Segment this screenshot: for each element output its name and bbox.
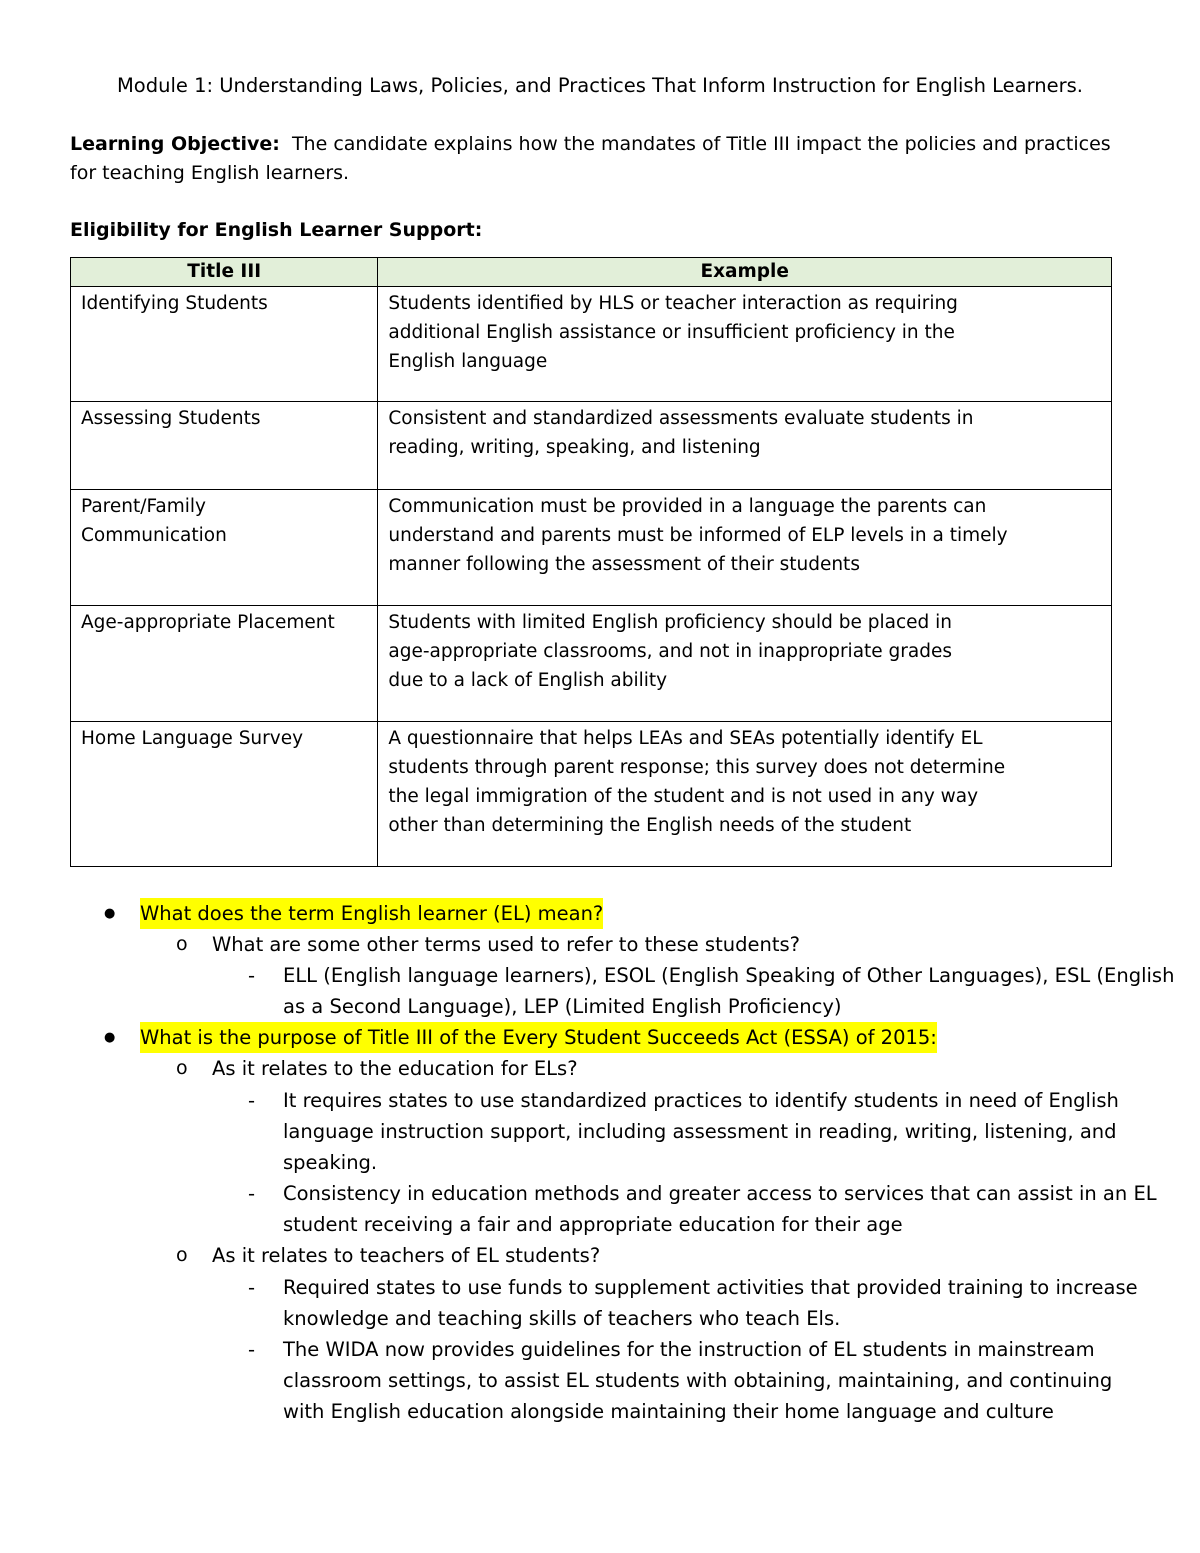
sub-bullet-marker: o: [176, 1057, 188, 1079]
table-cell-term: Identifying Students: [71, 287, 378, 402]
sub-question-teachers: As it relates to teachers of EL students?: [212, 1244, 601, 1267]
bullet-marker: ●: [104, 906, 116, 921]
answer-terms-line-2: as a Second Language), LEP (Limited English Proficiency): [283, 995, 842, 1018]
answer-wida-line-2: classroom settings, to assist EL students with obtaining, maintaining, and continuing: [283, 1369, 1113, 1392]
answer-wida-line-3: with English education alongside maintaining their home language and culture: [283, 1400, 1054, 1423]
table-row: [71, 722, 1112, 867]
answer-consistency-line-1: Consistency in education methods and greater access to services that can assist in an EL: [283, 1182, 1157, 1205]
eligibility-heading: Eligibility for English Learner Support:: [70, 219, 483, 241]
dash-marker: -: [248, 964, 256, 987]
sub-bullet-marker: o: [176, 933, 188, 955]
answer-consistency-line-2: student receiving a fair and appropriate education for their age: [283, 1213, 903, 1236]
table-header-title-iii: Title III: [71, 258, 378, 287]
sub-question-other-terms: What are some other terms used to refer to these students?: [212, 933, 800, 956]
table-cell-term: Assessing Students: [71, 402, 378, 490]
table-row: [71, 402, 1112, 490]
table-cell-term: Home Language Survey: [71, 722, 378, 867]
dash-marker: -: [248, 1338, 256, 1361]
table-header-example: Example: [378, 258, 1112, 287]
answer-terms-line-1: ELL (English language learners), ESOL (English Speaking of Other Languages), ESL (English: [283, 964, 1175, 987]
question-title-iii-purpose: What is the purpose of Title III of the Every Student Succeeds Act (ESSA) of 2015:: [140, 1022, 937, 1053]
answer-wida-line-1: The WIDA now provides guidelines for the instruction of EL students in mainstream: [283, 1338, 1095, 1361]
table-cell-example: Consistent and standardized assessments evaluate students in reading, writing, speaking, and listening: [378, 402, 1112, 490]
learning-objective: [70, 130, 1132, 188]
table-cell-example: Students with limited English proficiency should be placed in age-appropriate classrooms, and not in inappropriate grades due to a lack of English ability: [378, 606, 1112, 722]
table-cell-term: Age-appropriate Placement: [71, 606, 378, 722]
dash-marker: -: [248, 1182, 256, 1205]
learning-objective-text: The candidate explains how the mandates of Title III impact the policies and practices for teaching English learners.: [70, 133, 1111, 184]
table-cell-example: Communication must be provided in a language the parents can understand and parents must be informed of ELP levels in a timely manner following the assessment of their students: [378, 490, 1112, 606]
answer-standardized-line-3: speaking.: [283, 1151, 378, 1174]
answer-standardized-line-1: It requires states to use standardized practices to identify students in need of English: [283, 1089, 1119, 1112]
answer-funds-line-2: knowledge and teaching skills of teachers who teach Els.: [283, 1307, 841, 1330]
sub-question-education: As it relates to the education for ELs?: [212, 1057, 578, 1080]
eligibility-table: [70, 257, 1112, 867]
module-title: Module 1: Understanding Laws, Policies, and Practices That Inform Instruction for English Learners.: [116, 74, 1083, 97]
bullet-marker: ●: [104, 1030, 116, 1045]
table-cell-example: Students identified by HLS or teacher interaction as requiring additional English assistance or insufficient proficiency in the English language: [378, 287, 1112, 402]
table-row: [71, 287, 1112, 402]
answer-funds-line-1: Required states to use funds to supplement activities that provided training to increase: [283, 1276, 1138, 1299]
table-row: [71, 490, 1112, 606]
table-cell-term: Parent/Family Communication: [71, 490, 378, 606]
learning-objective-label: Learning Objective:: [70, 133, 280, 155]
answer-standardized-line-2: language instruction support, including assessment in reading, writing, listening, and: [283, 1120, 1117, 1143]
dash-marker: -: [248, 1276, 256, 1299]
table-header-row: [71, 258, 1112, 287]
question-el-meaning: What does the term English learner (EL) mean?: [140, 898, 603, 929]
dash-marker: -: [248, 1089, 256, 1112]
table-row: [71, 606, 1112, 722]
table-cell-example: A questionnaire that helps LEAs and SEAs potentially identify EL students through parent response; this survey does not determine the legal immigration of the student and is not used in any way other than determining the English needs of the student: [378, 722, 1112, 867]
sub-bullet-marker: o: [176, 1244, 188, 1266]
